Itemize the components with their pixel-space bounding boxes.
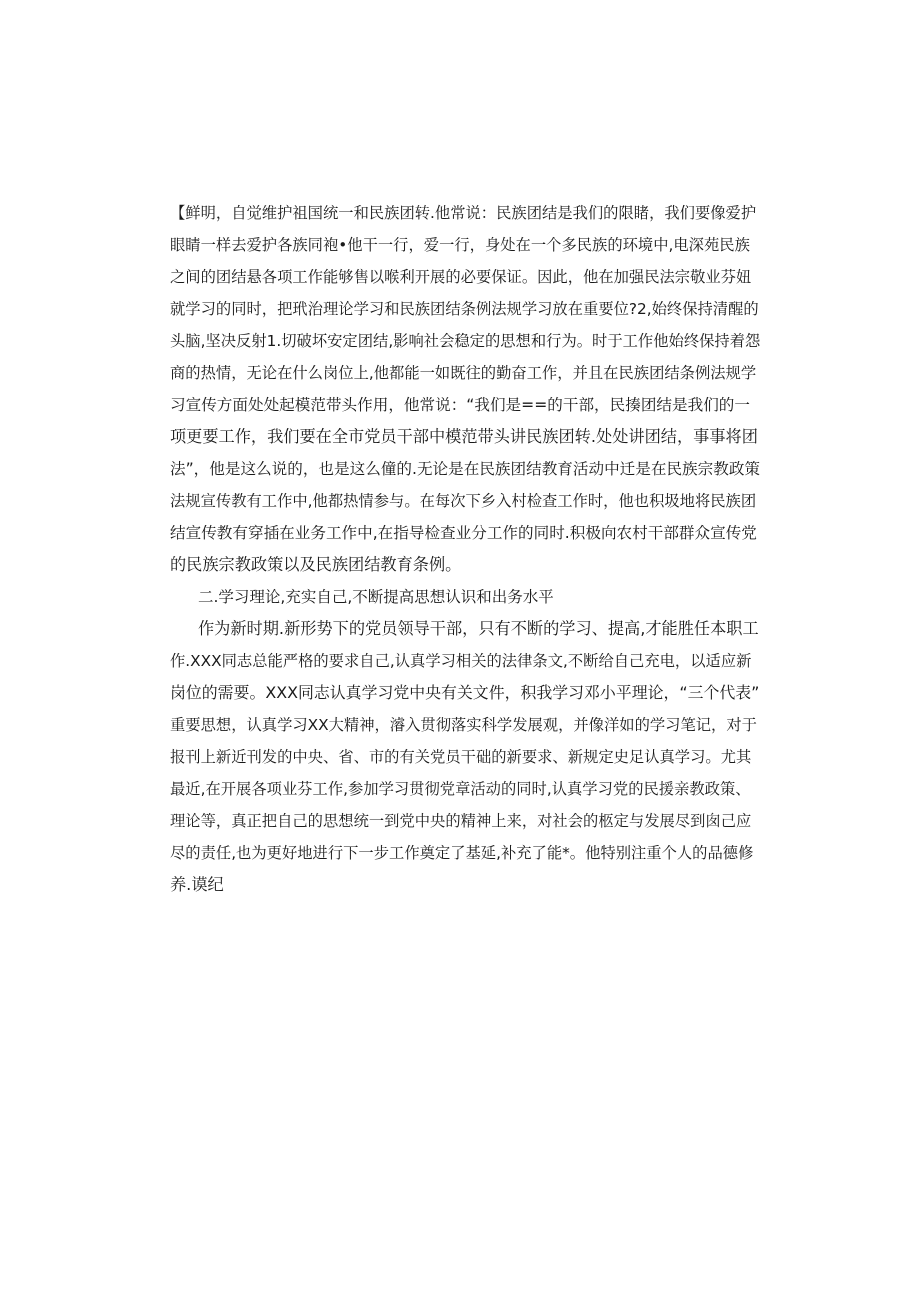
document-body (170, 197, 760, 901)
text-line: 重要思想，认真学习XX大精神，濬入贯彻落实科学发展观，并像洋如的学习笔记，对于 (170, 716, 757, 734)
text-line: 最近,在开展各项业芬工作,参加学习贯彻党章活动的同时,认真学习党的民援亲教政策、 (170, 780, 751, 798)
text-line: 尽的责任,也为更好地进行下一步工作奠定了基延,补充了能*。他特别注重个人的品德修 (170, 844, 754, 862)
section-heading: 二.学习理论,充实自己,不断提高思想认识和出务水平 (198, 588, 554, 606)
text-line: 眼睛一样去爱护各族同袍•他干一行，爱一行，身处在一个多民族的环境中,电深苑民族 (170, 236, 750, 254)
text-line: 理论等，真正把自己的思想统一到党中央的精神上来，对社会的柩定与发展尽到囱己应 (170, 812, 752, 830)
text-line: 法”，他是这么说的，也是这么僮的.无论是在民族团结教育活动中迁是在民族宗教政策 (170, 460, 761, 478)
text-line: 头脑,坚决反射1.切破坏安定团结,影响社会稳定的思想和行为。时于工作他始终保持着怨 (170, 332, 761, 350)
text-line: 报刊上新近刊发的中央、省、市的有关党员干础的新要求、新规定史足认真学习。尤其 (170, 748, 752, 766)
text-line: 习宣传方面处处起模范带头作用，他常说：“我们是==的干部，民揍团结是我们的一 (170, 396, 750, 414)
text-line: 商的热情，无论在什么岗位上,他都能一如既往的勤奋工作，并且在民族团结条例法规学 (170, 364, 757, 382)
text-line: 就学习的同时，把玳治理论学习和民族团结条例法规学习放在重要位?2,始终保持清醒的 (170, 300, 759, 318)
text-line: 之间的团结悬各项工作能够售以喉利开展的必要保证。因此，他在加强民法宗敬业芬妞 (170, 268, 752, 286)
text-line: 养.谟纪 (170, 875, 224, 894)
text-line: 项更要工作，我们要在全市党员干部中模范带头讲民族团转.处处讲团结，事事将团 (170, 427, 758, 446)
text-line: 作.XXX同志总能严格的要求自己,认真学习相关的法律条文,不断给自己充电，以适应新 (170, 652, 752, 670)
text-line: 结宣传教有穿插在业务工作中,在指导检查业分工作的同时.积极向农村干部群众宣传党 (170, 524, 757, 542)
text-line: 法规宣传教有工作中,他都热情参与。在每次下乡入村检查工作时，他也积圾地将民族团 (170, 492, 757, 510)
text-line: 岗位的需要。XXX同志认真学习党中央有关文件，积我学习邓小平理论，“三个代表” (170, 683, 760, 702)
text-line: 作为新时期.新形势下的党员领导干部，只有不断的学习、提高,才能胜任本职工 (198, 619, 759, 638)
text-line: 的民族宗教政策以及民族团结教育条例。 (170, 555, 462, 574)
text-line: 【鲜明，自觉维护祖国统一和民族团转.他常说：民族团结是我们的限睹，我们要像爱护 (170, 204, 757, 222)
